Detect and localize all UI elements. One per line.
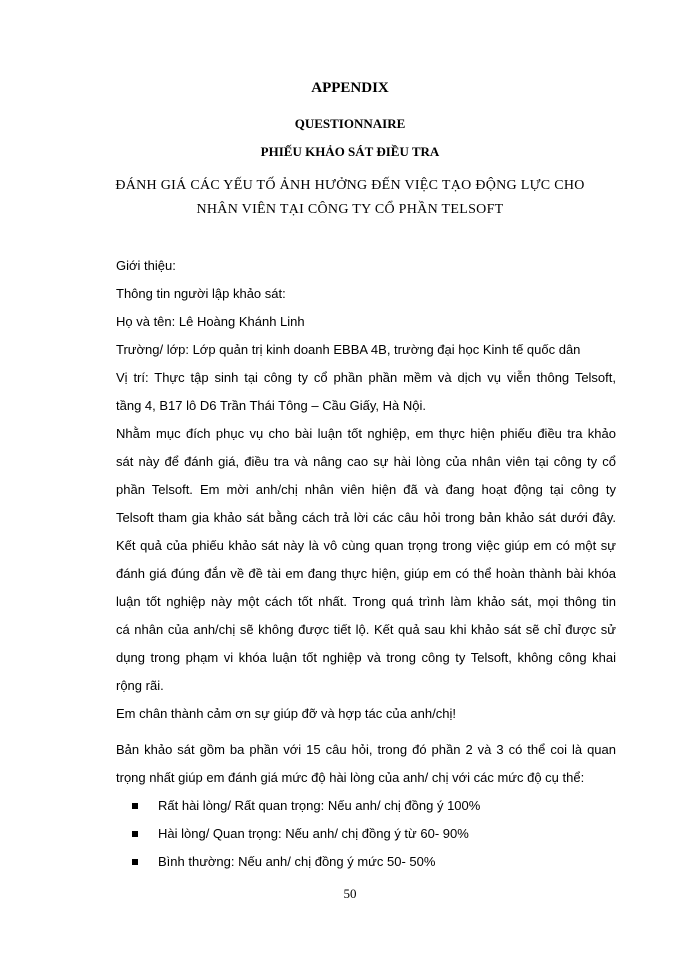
- square-bullet-icon: [132, 831, 138, 837]
- square-bullet-icon: [132, 859, 138, 865]
- subtitle-line-2: NHÂN VIÊN TẠI CÔNG TY CỔ PHẦN TELSOFT: [196, 202, 504, 217]
- purpose-line: sát này để đánh giá, điều tra và nâng cao sự hài lòng của nhân viên tại công ty cổ: [116, 454, 616, 469]
- level-text: Bình thường: Nếu anh/ chị đồng ý mức 50- 50%: [158, 854, 436, 869]
- purpose-paragraph: [116, 420, 616, 728]
- questionnaire-heading: QUESTIONNAIRE: [294, 116, 406, 131]
- survey-title: PHIẾU KHẢO SÁT ĐIỀU TRA: [260, 144, 440, 159]
- level-text: Rất hài lòng/ Rất quan trọng: Nếu anh/ chị đồng ý 100%: [158, 798, 481, 813]
- subtitle-line-1: ĐÁNH GIÁ CÁC YẾU TỐ ẢNH HƯỞNG ĐẾN VIỆC TẠO ĐỘNG LỰC CHO: [115, 178, 585, 193]
- purpose-line: rộng rãi.: [116, 678, 164, 693]
- intro-section: [116, 252, 616, 420]
- level-text: Hài lòng/ Quan trọng: Nếu anh/ chị đồng ý từ 60- 90%: [158, 826, 469, 841]
- purpose-line: Telsoft tham gia khảo sát bằng cách trả lời các câu hỏi trong bản khảo sát dưới đây.: [116, 510, 616, 525]
- rating-levels-list: [132, 792, 612, 876]
- list-item: [132, 848, 612, 876]
- purpose-line: Kết quả của phiếu khảo sát này là vô cùng quan trọng trong việc giúp em có một sự: [116, 538, 616, 553]
- structure-paragraph: [116, 736, 616, 792]
- intro-label: Giới thiệu:: [116, 258, 176, 273]
- structure-line-2: trọng nhất giúp em đánh giá mức độ hài lòng của anh/ chị với các mức độ cụ thể:: [116, 770, 585, 785]
- list-item: [132, 792, 612, 820]
- page-number: 50: [343, 886, 357, 901]
- purpose-line: đánh giá đúng đắn về đề tài em đang thực hiện, giúp em có thể hoàn thành bài khóa: [116, 566, 616, 581]
- survey-subtitle: [0, 174, 700, 222]
- purpose-line: luận tốt nghiệp này một cách tốt nhất. Trong quá trình làm khảo sát, mọi thông tin: [116, 594, 616, 609]
- creator-name: Họ và tên: Lê Hoàng Khánh Linh: [116, 314, 305, 329]
- structure-line-1: Bản khảo sát gồm ba phần với 15 câu hỏi, trong đó phần 2 và 3 có thể coi là quan: [116, 742, 616, 757]
- appendix-heading: APPENDIX: [311, 80, 389, 96]
- thanks-line: Em chân thành cảm ơn sự giúp đỡ và hợp tác của anh/chị!: [116, 706, 456, 721]
- square-bullet-icon: [132, 803, 138, 809]
- creator-info-label: Thông tin người lập khảo sát:: [116, 286, 286, 301]
- purpose-line: cá nhân của anh/chị sẽ không được tiết lộ. Kết quả sau khi khảo sát sẽ chỉ được sử: [116, 622, 616, 637]
- creator-school: Trường/ lớp: Lớp quản trị kinh doanh EBBA 4B, trường đại học Kinh tế quốc dân: [116, 342, 581, 357]
- purpose-line: Nhằm mục đích phục vụ cho bài luận tốt nghiệp, em thực hiện phiếu điều tra khảo: [116, 426, 616, 441]
- list-item: [132, 820, 612, 848]
- creator-position-line-1: Vị trí: Thực tập sinh tại công ty cổ phần phần mềm và dịch vụ viễn thông Telsoft,: [116, 370, 616, 385]
- purpose-line: dụng trong phạm vi khóa luận tốt nghiệp và trong công ty Telsoft, không công khai: [116, 650, 616, 665]
- purpose-line: phần Telsoft. Em mời anh/chị nhân viên hiện đã và đang hoạt động tại công ty: [116, 482, 616, 497]
- creator-position-line-2: tầng 4, B17 lô D6 Trần Thái Tông – Cầu Giấy, Hà Nội.: [116, 398, 427, 413]
